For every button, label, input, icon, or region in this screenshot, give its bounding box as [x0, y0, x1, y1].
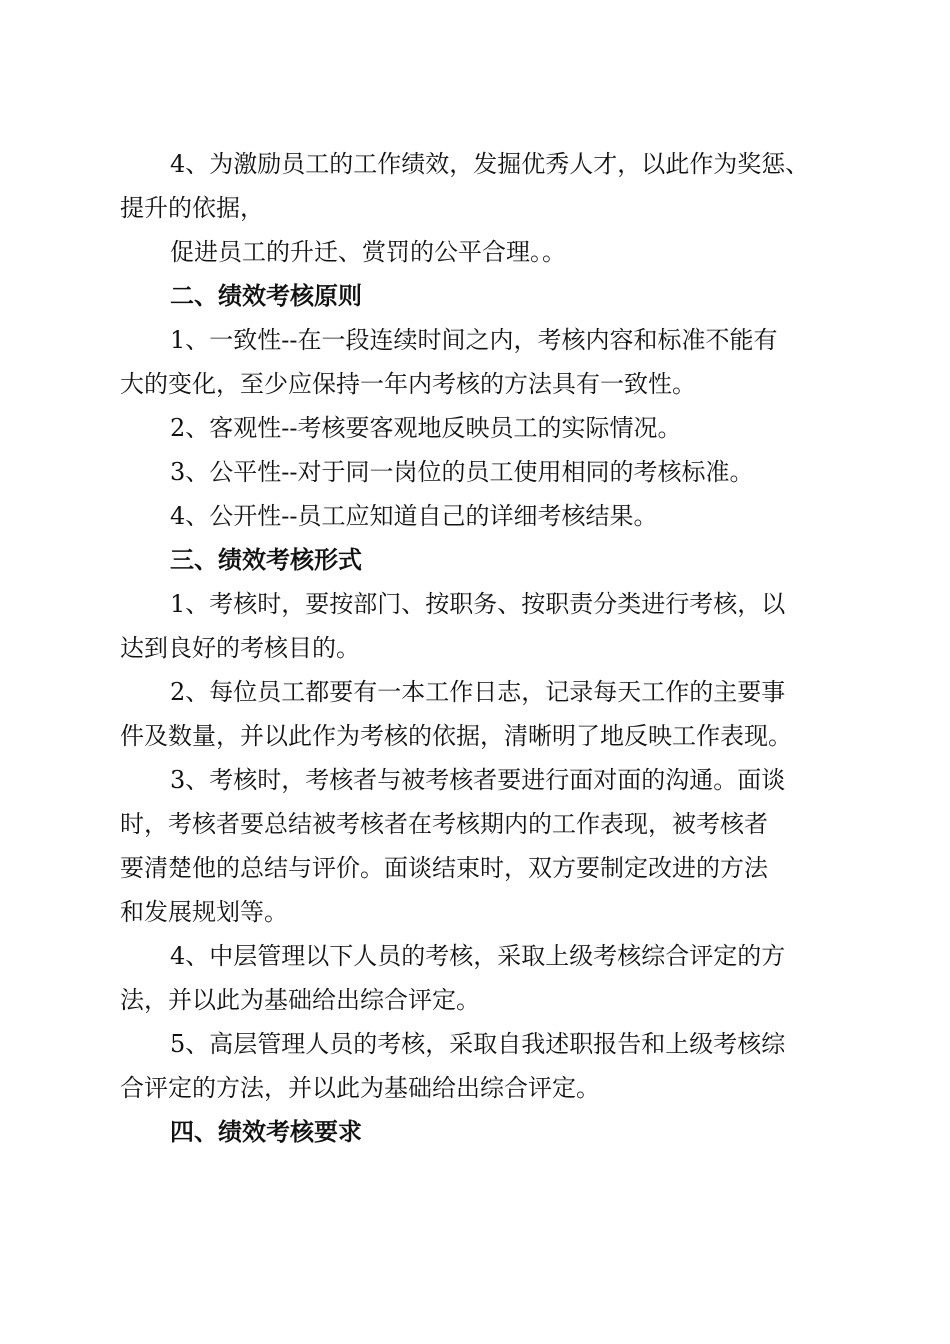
paragraph-line: 1、一致性--在一段连续时间之内，考核内容和标准不能有: [170, 326, 778, 354]
paragraph-line: 3、公平性--对于同一岗位的员工使用相同的考核标准。: [170, 458, 754, 486]
paragraph-line: 4、为激励员工的工作绩效，发掘优秀人才，以此作为奖惩、: [170, 150, 810, 178]
paragraph-line: 法，并以此为基础给出综合评定。: [120, 986, 480, 1014]
paragraph-line: 4、公开性--员工应知道自己的详细考核结果。: [170, 502, 658, 530]
paragraph-line: 件及数量，并以此作为考核的依据，清晰明了地反映工作表现。: [120, 722, 792, 750]
paragraph-line: 促进员工的升迁、赏罚的公平合理。。: [170, 238, 566, 266]
section-heading: 二、绩效考核原则: [170, 282, 362, 310]
paragraph-line: 3、考核时，考核者与被考核者要进行面对面的沟通。面谈: [170, 766, 786, 794]
paragraph-line: 提升的依据，: [120, 194, 264, 222]
section-heading: 三、绩效考核形式: [170, 546, 362, 574]
paragraph-line: 4、中层管理以下人员的考核，采取上级考核综合评定的方: [170, 942, 786, 970]
paragraph-line: 5、高层管理人员的考核，采取自我述职报告和上级考核综: [170, 1030, 786, 1058]
paragraph-line: 合评定的方法，并以此为基础给出综合评定。: [120, 1074, 600, 1102]
paragraph-line: 达到良好的考核目的。: [120, 634, 360, 662]
paragraph-line: 要清楚他的总结与评价。面谈结束时，双方要制定改进的方法: [120, 854, 768, 882]
paragraph-line: 1、考核时，要按部门、按职务、按职责分类进行考核，以: [170, 590, 786, 618]
paragraph-line: 2、客观性--考核要客观地反映员工的实际情况。: [170, 414, 682, 442]
paragraph-line: 2、每位员工都要有一本工作日志，记录每天工作的主要事: [170, 678, 786, 706]
paragraph-line: 大的变化，至少应保持一年内考核的方法具有一致性。: [120, 370, 696, 398]
paragraph-line: 和发展规划等。: [120, 898, 288, 926]
paragraph-line: 时，考核者要总结被考核者在考核期内的工作表现，被考核者: [120, 810, 768, 838]
section-heading: 四、绩效考核要求: [170, 1118, 362, 1146]
